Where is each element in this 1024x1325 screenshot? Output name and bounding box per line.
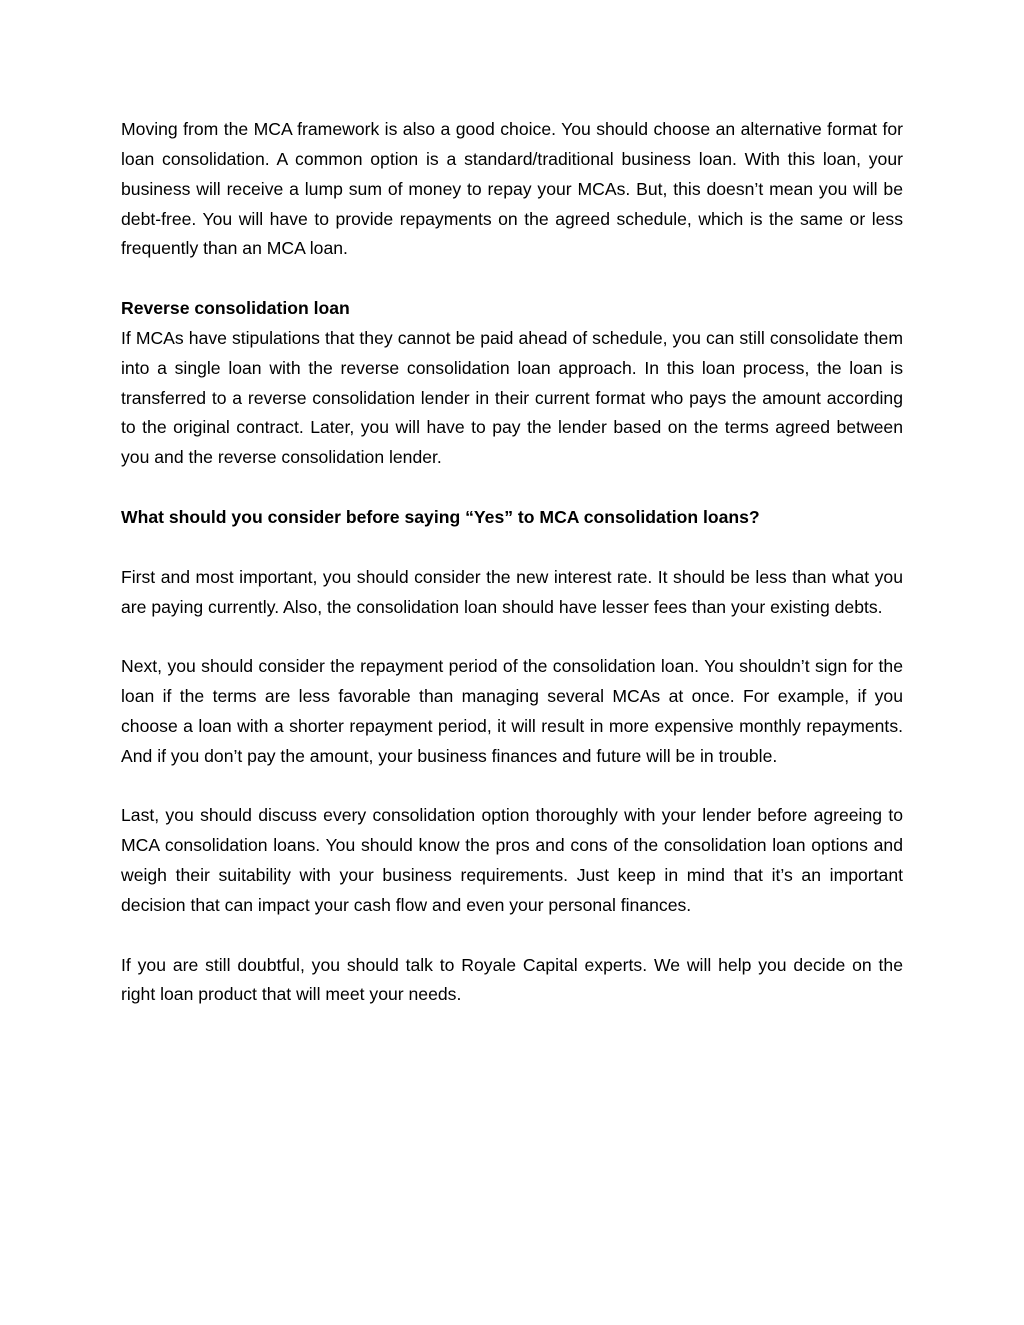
paragraph-mca-framework: Moving from the MCA framework is also a good choice. You should choose an alternative format for loan consolidation. A common option is a standard/traditional business loan. With this loan, your business will receive a lump sum of money to repay your MCAs. But, this doesn’t mean you will be debt-free. You will have to provide repayments on the agreed schedule, which is the same or less frequently than an MCA loan. — [121, 119, 903, 259]
heading-what-to-consider: What should you consider before saying “Yes” to MCA consolidation loans? — [121, 506, 760, 527]
paragraph-spacer — [121, 772, 903, 802]
paragraph-spacer — [121, 264, 903, 294]
paragraph-spacer — [121, 622, 903, 652]
paragraph-talk-to-experts: If you are still doubtful, you should talk to Royale Capital experts. We will help you decide on the right loan product that will meet your needs. — [121, 954, 903, 1005]
paragraph-spacer — [121, 473, 903, 503]
paragraph-reverse-consolidation: If MCAs have stipulations that they cannot be paid ahead of schedule, you can still consolidate them into a single loan with the reverse consolidation loan approach. In this loan process, the loan is transferred to a reverse consolidation lender in their current format who pays the amount according to the original contract. Later, you will have to pay the lender based on the terms agreed between you and the reverse consolidation lender. — [121, 327, 903, 468]
paragraph-discuss-options: Last, you should discuss every consolidation option thoroughly with your lender before agreeing to MCA consolidation loans. You should know the pros and cons of the consolidation loan options and weigh their suitability with your business requirements. Just keep in mind that it’s an important decision that can impact your cash flow and even your personal finances. — [121, 805, 903, 915]
paragraph-spacer — [121, 533, 903, 563]
document-page — [121, 115, 903, 1010]
paragraph-spacer — [121, 921, 903, 951]
paragraph-repayment-period: Next, you should consider the repayment period of the consolidation loan. You shouldn’t sign for the loan if the terms are less favorable than managing several MCAs at once. For example, if you choose a loan with a shorter repayment period, it will result in more expensive monthly repayments. And if you don’t pay the amount, your business finances and future will be in trouble. — [121, 656, 903, 766]
heading-reverse-consolidation: Reverse consolidation loan — [121, 298, 350, 319]
paragraph-interest-rate: First and most important, you should consider the new interest rate. It should be less than what you are paying currently. Also, the consolidation loan should have lesser fees than your existing debts. — [121, 566, 903, 617]
